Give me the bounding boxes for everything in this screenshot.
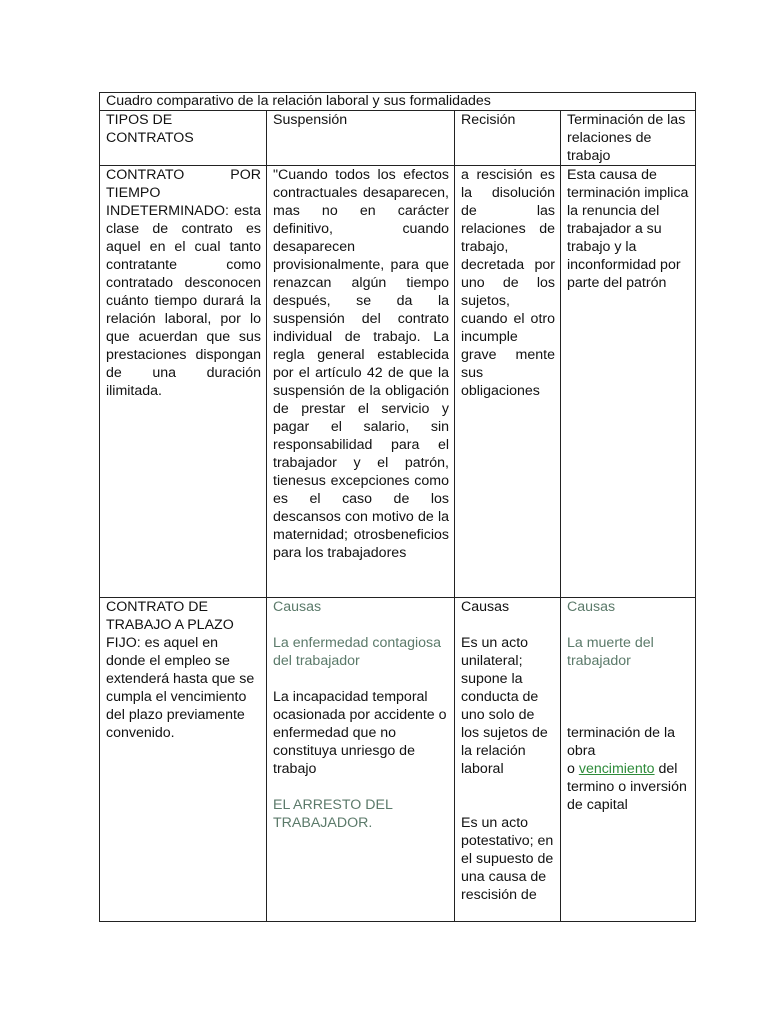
cell-terminacion-plazo: [561, 598, 696, 922]
header-suspension: Suspensión: [267, 111, 455, 166]
cell-rescision-plazo: [455, 598, 561, 922]
terminacion-causas: Causas: [567, 599, 616, 615]
suspension-item-2: La incapacidad temporal ocasionada por accidente o enfermedad que no constituya unriesgo de trabajo: [273, 689, 447, 777]
rescision-causas: Causas: [461, 599, 510, 615]
tipo-text-2: FIJO: es aquel en donde el empleo se extenderá hasta que se cumpla el vencimiento del plazo previamente convenido.: [106, 635, 255, 741]
suspension-item-1: La enfermedad contagiosa del trabajador: [273, 635, 442, 669]
terminacion-rest: del termino o inversión de capital: [567, 761, 687, 813]
header-recision: Recisión: [455, 111, 561, 166]
terminacion-o: o: [567, 761, 575, 777]
header-row: [100, 111, 696, 166]
cell-suspension-indeterminado: "Cuando todos los efectos contractuales desaparecen, mas no en carácter definitivo, cuando desaparecen provisionalmente, para que renazcan algún tiempo después, se da la suspensión del contrato individual de trabajo. La regla general establecida por el artículo 42 de que la suspensión de la obligación de prestar el servicio y pagar el salario, sin responsabilidad para el trabajador y el patrón, tienesus excepciones como es el caso de los descansos con motivo de la maternidad; otrosbeneficios para los trabajadores: [267, 166, 455, 598]
cell-tipo-indeterminado: [100, 166, 267, 598]
table-title: Cuadro comparativo de la relación laboral y sus formalidades: [100, 93, 696, 111]
suspension-item-3: EL ARRESTO DEL TRABAJADOR.: [273, 797, 393, 831]
row-tiempo-indeterminado: [100, 166, 696, 598]
cell-tipo-plazo: [100, 598, 267, 922]
cell-terminacion-indeterminado: Esta causa de terminación implica la renuncia del trabajador a su trabajo y la inconformidad por parte del patrón: [561, 166, 696, 598]
cell-suspension-plazo: [267, 598, 455, 922]
rescision-item-1: Es un acto unilateral; supone la conducta de uno solo de los sujetos de la relación laboral: [461, 635, 548, 777]
tipo-heading-2: CONTRATO DE TRABAJO A PLAZO: [106, 599, 234, 633]
title-row: [100, 93, 696, 111]
tipo-heading: CONTRATO POR TIEMPO INDETERMINADO:: [106, 167, 261, 219]
row-plazo-fijo: [100, 598, 696, 922]
comparison-table: [99, 92, 696, 922]
terminacion-item-1: La muerte del trabajador: [567, 635, 654, 669]
tipo-text: esta clase de contrato es aquel en el cual tanto contratante como contratado desconocen cuánto tiempo durará la relación laboral, por lo que acuerdan que sus prestaciones dispongan de una duración ilimitada.: [106, 203, 261, 399]
vencimiento-link[interactable]: vencimiento: [578, 761, 655, 777]
header-tipos: TIPOS DE CONTRATOS: [100, 111, 267, 166]
terminacion-item-2b: [567, 760, 690, 814]
header-terminacion: Terminación de las relaciones de trabajo: [561, 111, 696, 166]
suspension-causas: Causas: [273, 599, 322, 615]
terminacion-item-2a: terminación de la obra: [567, 725, 676, 759]
rescision-item-2: Es un acto potestativo; en el supuesto de una causa de rescisión de: [461, 815, 554, 903]
cell-rescision-indeterminado: a rescisión es la disolución de las relaciones de trabajo, decretada por uno de los sujetos, cuando el otro incumple grave mente sus obligaciones: [455, 166, 561, 598]
